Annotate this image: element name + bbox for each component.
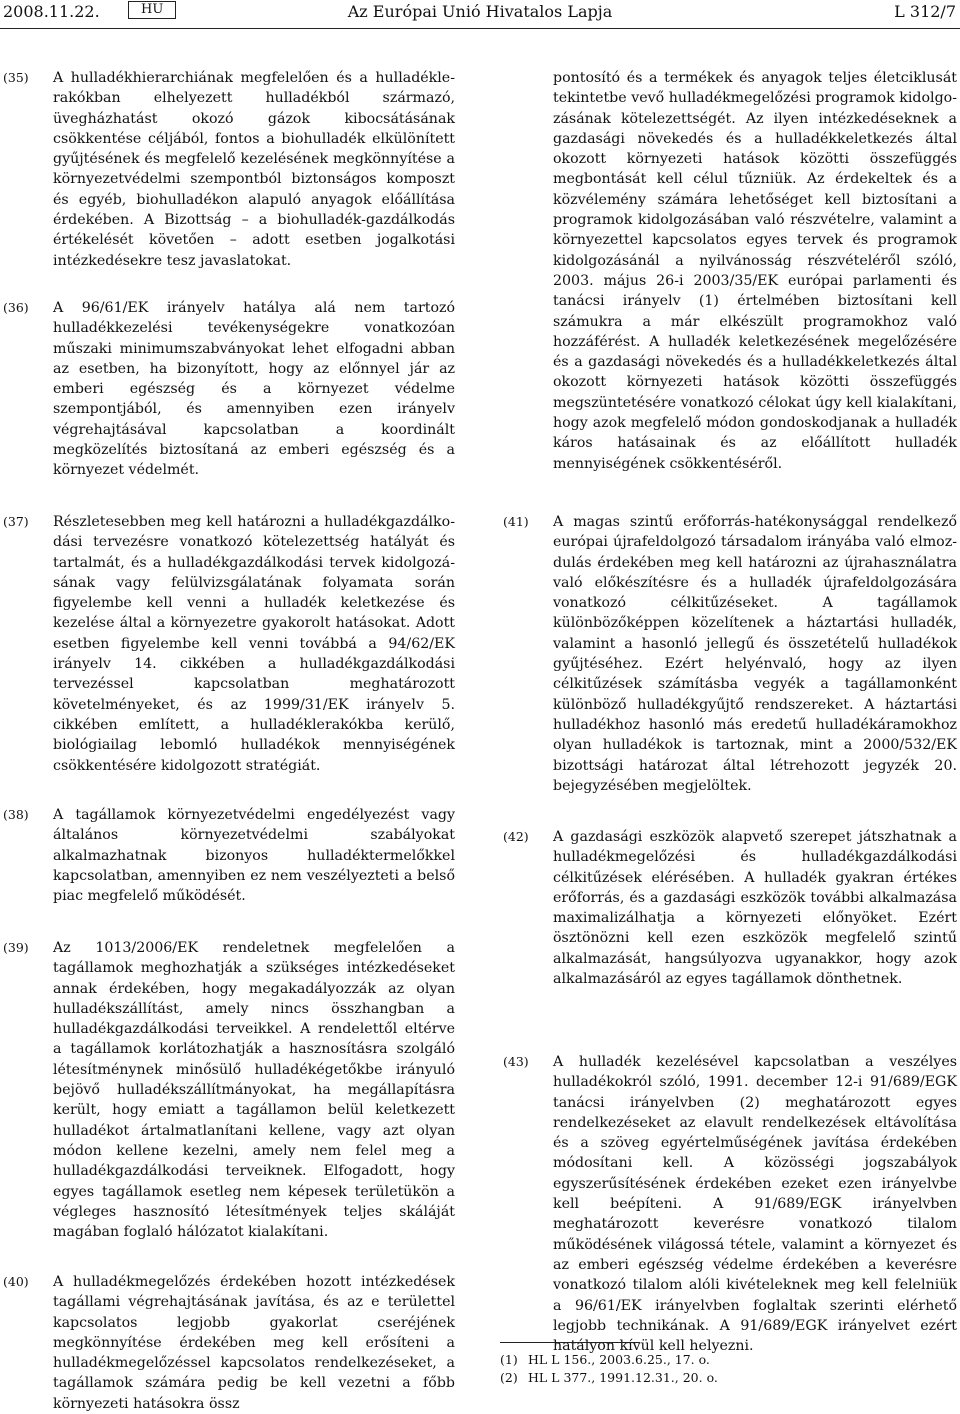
footnote-number: (1) (500, 1352, 518, 1367)
footnote-text: HL L 377., 1991.12.31., 20. o. (528, 1370, 718, 1385)
recital-number: (42) (503, 829, 529, 844)
recital-number: (41) (503, 514, 529, 529)
journal-title: Az Európai Unió Hivatalos Lapja (347, 2, 613, 21)
recital-text: A hulladékmegelőzés érdekében hozott intézkedések tagállami végrehajtásának javítása, és az e területtel kapcsolatos legjobb gyakorlat cseréjének megkönnyítése érdekében meg kell erősíteni a hulladékmegelőzéssel kapcsolatos rendelkezéseket, a tagállamok számára pedig be kell vezetni a főbb környezeti hatásokra össz (53, 1274, 455, 1412)
recital-text: A gazdasági eszközök alapvető szerepet játszhatnak a hulladékmegelőzési és hulladékgazdálkodási célkitűzések elérésében. A hulladék gyakran értékes erőforrás, és a gazdasági eszközök további alkalmazása maximalizálhatja a környezeti előnyöket. Ezért ösztönözni kell ezen eszközök megfelelő szintű alkalmazását, hangsúlyozva ugyanakkor, hogy azok alkalmazásáról az egyes tagállamok dönthetnek. (553, 829, 957, 988)
recital-number: (43) (503, 1054, 529, 1069)
footnote-2 (500, 1370, 718, 1386)
publication-date: 2008.11.22. (3, 2, 100, 21)
recital-text: A magas szintű erőforrás-hatékonysággal rendelkező európai újrafeldolgozó társadalom irányába való elmozdulás érdekében meg kell határozni az újrahasználatra való előkészítésre és a hulladék újrafeldolgozására vonatkozó célkitűzéseket. A tagállamok különbözőképpen közelítenek a háztartási hulladék, valamint a hasonló jellegű és összetételű hulladékok gyűjtéséhez. Ezért helyénvaló, hogy az ilyen célkitűzések számításba vegyék a tagállamonként különböző hulladékgyűjtő rendszereket. A háztartási hulladékhoz hasonló más eredetű hulladékáramokhoz olyan hulladékok is tartoznak, mint a 2000/532/EK bizottsági határozat által létrehozott jegyzék 20. bejegyzésében megjelöltek. (553, 514, 957, 794)
recital-number: (35) (3, 70, 29, 85)
recital-text: A tagállamok környezetvédelmi engedélyezést vagy általános környezetvédelmi szabályokat alkalmazhatnak bizonyos hulladéktermelőkkel kapcsolatban, amennyiben ez nem veszélyezteti a belső piac megfelelő működését. (53, 807, 455, 905)
footnote-number: (2) (500, 1370, 518, 1385)
recital-text: Részletesebben meg kell határozni a hulladékgazdálkodási tervezésre vonatkozó kötelezettség hatályát és tartalmát, és a hulladékgazdálkodási tervek kidolgozásának vagy felülvizsgálatának folyamata során figyelembe kell venni a hulladék keletkezése és kezelése által a környezetre gyakorolt hatásokat. Adott esetben figyelembe kell venni továbbá a 94/62/EK irányelv 14. cikkében a hulladékgazdálkodási tervezéssel kapcsolatban meghatározott követelményeket, és az 1999/31/EK irányelv 5. cikkében említett, a hulladéklerakókba kerülő, biológiailag lebomló hulladékok mennyiségének csökkentésére kidolgozott stratégiát. (53, 514, 455, 774)
footnote-rule (500, 1342, 640, 1343)
recital-number: (36) (3, 300, 29, 315)
recital-number: (37) (3, 514, 29, 529)
language-badge: HU (128, 1, 176, 19)
recital-number: (39) (3, 940, 29, 955)
header-rule (0, 28, 960, 29)
page-number: L 312/7 (894, 2, 956, 21)
recital-text: A hulladék kezelésével kapcsolatban a veszélyes hulladékokról szóló, 1991. december 12-i 91/689/EGK tanácsi irányelvben (2) meghatározott egyes rendelkezéseket az elavult rendelkezések eltávolítása és a szöveg egyértelműségének javítása érdekében módosítani kell. A közösségi jogszabályok egyszerűsítésének érdekében ezeket ezen irányelvbe kell beépíteni. A 91/689/EGK irányelvben meghatározott keverésre vonatkozó tilalom működésének világossá tétele, valamint a környezet és az emberi egészség védelme érdekében a keverésre vonatkozó tilalom alóli kivételeknek meg kell felelniük a 96/61/EK irányelvben foglaltak szerinti elérhető legjobb technikának. A 91/689/EGK irányelvet ezért hatályon kívül kell helyezni. (553, 1054, 957, 1355)
page-header (0, 0, 960, 30)
recital-text: A 96/61/EK irányelv hatálya alá nem tartozó hulladékkezelési tevékenységekre vonatkozóan műszaki minimumszabványokat lehet elfogadni abban az esetben, ha bizonyított, hogy az előnnyel jár az emberi egészség és a környezet védelme szempontjából, és amennyiben ezen irányelv végrehajtásával kapcsolatban a koordinált megközelítés biztosítaná az emberi egészség és a környezet védelmét. (53, 300, 455, 479)
recital-40-continuation: pontosító és a termékek és anyagok teljes életciklusát tekintetbe vevő hulladékmegelőzési programok kidolgozásának kötelezettségét. Az ilyen intézkedéseknek a gazdasági növekedés és a hulladékkeletkezés által okozott környezeti hatások közötti összefüggés megbontását kell célul tűzniük. Az érdekeltek és a közvélemény számára lehetőséget kell biztosítani a programok kidolgozásában való részvételre, valamint a környezettel kapcsolatos egyes tervek és programok kidolgozásánál a nyilvánosság részvételéről szóló, 2003. május 26-i 2003/35/EK európai parlamenti és tanácsi irányelv (1) értelmében biztosítani kell számukra a már elkészült programokhoz való hozzáférést. A hulladék keletkezésének megelőzésére és a gazdasági növekedés és a hulladékkeletkezés által okozott környezeti hatások közötti összefüggés megszüntetésére vonatkozó célokat úgy kell kialakítani, hogy azok megfelelő módon gondoskodjanak a hulladék káros hatásainak és az előállított hulladék mennyiségének csökkentéséről. (553, 70, 957, 472)
recital-text: A hulladékhierarchiának megfelelően és a hulladéklerakókban elhelyezett hulladékból származó, üvegházhatást okozó gázok kibocsátásának csökkentése céljából, fontos a biohulladék elkülönített gyűjtésének és megfelelő kezelésének megkönnyítése a környezetvédelmi szempontból biztonságos komposzt és egyéb, biohulladékon alapuló anyagok előállítása érdekében. A Bizottság – a biohulladék-gazdálkodás értékelését követően – adott esetben jogalkotási intézkedésekre tesz javaslatokat. (53, 70, 455, 269)
footnote-text: HL L 156., 2003.6.25., 17. o. (528, 1352, 710, 1367)
recital-text: Az 1013/2006/EK rendeletnek megfelelően a tagállamok meghozhatják a szükséges intézkedéseket annak érdekében, hogy megakadályozzák az olyan hulladékszállítást, amely nincs összhangban a hulladékgazdálkodási terveikkel. A rendelettől eltérve a tagállamok korlátozhatják a hasznosításra szolgáló létesítménynek minősülő hulladékégetőkbe irányuló bejövő hulladékszállítmányokat, ha megállapításra került, hogy emiatt a tagállamon belül keletkezett hulladékot ártalmatlanítani kellene, vagy azt olyan módon kellene kezelni, amely nem felel meg a hulladékgazdálkodási terveiknek. Elfogadott, hogy egyes tagállamok esetleg nem képesek területükön a végleges hasznosító létesítmények teljes skáláját magában foglaló hálózatot kialakítani. (53, 940, 455, 1241)
recital-number: (38) (3, 807, 29, 822)
footnote-1 (500, 1352, 710, 1368)
recital-number: (40) (3, 1274, 29, 1289)
